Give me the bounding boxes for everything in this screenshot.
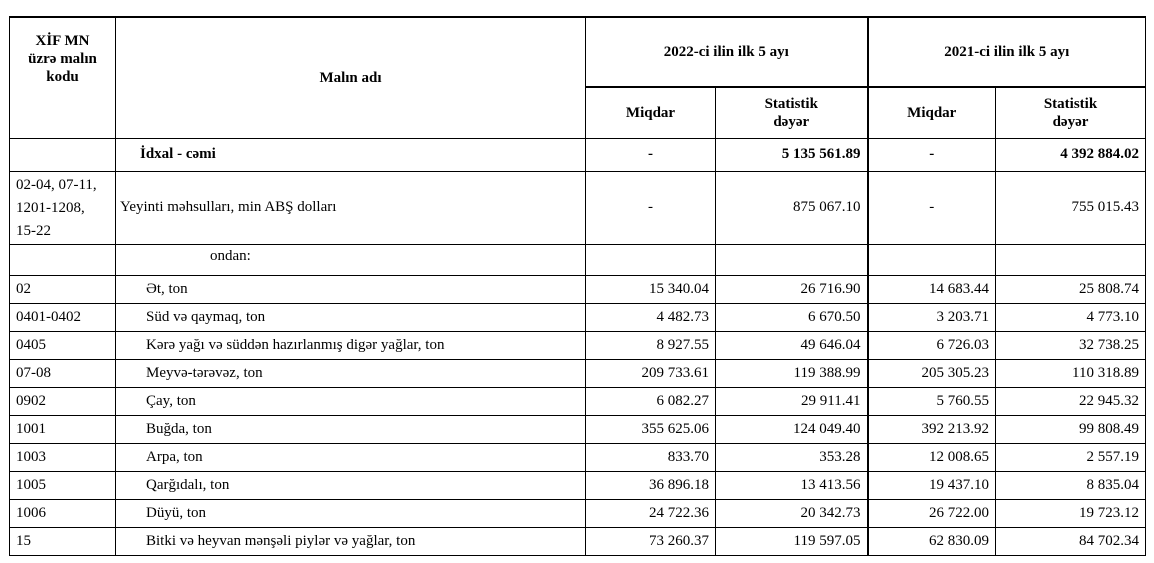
- row-code: 0405: [10, 331, 116, 359]
- row-quantity-2022: 15 340.04: [586, 275, 716, 303]
- row-quantity-2021: 3 203.71: [868, 303, 996, 331]
- row-product-name: Düyü, ton: [116, 499, 586, 527]
- row-quantity-2022: 73 260.37: [586, 527, 716, 555]
- row-code: 1005: [10, 471, 116, 499]
- food-name: Yeyinti məhsulları, min ABŞ dolları: [116, 171, 586, 244]
- header-product-name: Malın adı: [116, 17, 586, 138]
- total-name: İdxal - cəmi: [116, 138, 586, 171]
- row-code: 15: [10, 527, 116, 555]
- row-product-name: Buğda, ton: [116, 415, 586, 443]
- row-quantity-2022: 4 482.73: [586, 303, 716, 331]
- total-row: [10, 138, 1146, 171]
- food-value-2022: 875 067.10: [716, 171, 868, 244]
- ondan-value-2021: [996, 244, 1146, 275]
- food-code-line3: 15-22: [16, 222, 51, 239]
- total-value-2021: 4 392 884.02: [996, 138, 1146, 171]
- total-quantity-2021: -: [868, 138, 996, 171]
- row-product-name: Bitki və heyvan mənşəli piylər və yağlar, ton: [116, 527, 586, 555]
- food-quantity-2022: -: [586, 171, 716, 244]
- table-row: [10, 415, 1146, 443]
- header-period-2021: 2021-ci ilin ilk 5 ayı: [868, 17, 1146, 87]
- row-value-2021: 32 738.25: [996, 331, 1146, 359]
- header-quantity-2022: Miqdar: [586, 87, 716, 138]
- row-product-name: Süd və qaymaq, ton: [116, 303, 586, 331]
- ondan-label: ondan:: [116, 244, 586, 275]
- header-stat-value-2022-line2: dəyər: [773, 113, 810, 130]
- row-quantity-2022: 833.70: [586, 443, 716, 471]
- row-code: 0401-0402: [10, 303, 116, 331]
- row-value-2021: 8 835.04: [996, 471, 1146, 499]
- row-code: 1003: [10, 443, 116, 471]
- ondan-row: [10, 244, 1146, 275]
- food-code-line1: 02-04, 07-11,: [16, 176, 97, 193]
- ondan-code: [10, 244, 116, 275]
- row-value-2021: 99 808.49: [996, 415, 1146, 443]
- row-code: 1001: [10, 415, 116, 443]
- row-code: 07-08: [10, 359, 116, 387]
- row-value-2021: 2 557.19: [996, 443, 1146, 471]
- header-code-line3: kodu: [46, 69, 79, 85]
- ondan-quantity-2021: [868, 244, 996, 275]
- row-value-2021: 22 945.32: [996, 387, 1146, 415]
- table-row: [10, 359, 1146, 387]
- row-quantity-2021: 12 008.65: [868, 443, 996, 471]
- row-code: 0902: [10, 387, 116, 415]
- row-value-2022: 124 049.40: [716, 415, 868, 443]
- food-code: [10, 171, 116, 244]
- ondan-value-2022: [716, 244, 868, 275]
- table-row: [10, 275, 1146, 303]
- header-code: [10, 17, 116, 138]
- row-quantity-2021: 19 437.10: [868, 471, 996, 499]
- row-quantity-2021: 26 722.00: [868, 499, 996, 527]
- table-row: [10, 527, 1146, 555]
- row-product-name: Meyvə-tərəvəz, ton: [116, 359, 586, 387]
- row-code: 1006: [10, 499, 116, 527]
- header-stat-value-2021-line2: dəyər: [1052, 113, 1089, 130]
- header-stat-value-2022: [716, 87, 868, 138]
- row-product-name: Ət, ton: [116, 275, 586, 303]
- ondan-quantity-2022: [586, 244, 716, 275]
- header-stat-value-2021: [996, 87, 1146, 138]
- header-code-line1: XİF MN: [35, 33, 90, 49]
- row-value-2022: 29 911.41: [716, 387, 868, 415]
- row-value-2022: 26 716.90: [716, 275, 868, 303]
- table-row: [10, 387, 1146, 415]
- row-product-name: Çay, ton: [116, 387, 586, 415]
- food-products-row: [10, 171, 1146, 244]
- total-quantity-2022: -: [586, 138, 716, 171]
- row-value-2022: 6 670.50: [716, 303, 868, 331]
- row-product-name: Arpa, ton: [116, 443, 586, 471]
- row-quantity-2021: 392 213.92: [868, 415, 996, 443]
- table-row: [10, 331, 1146, 359]
- table-row: [10, 471, 1146, 499]
- row-code: 02: [10, 275, 116, 303]
- header-code-line2: üzrə malın: [28, 51, 97, 67]
- row-product-name: Kərə yağı və süddən hazırlanmış digər yağlar, ton: [116, 331, 586, 359]
- header-stat-value-2021-line1: Statistik: [1043, 95, 1098, 112]
- header-quantity-2021: Miqdar: [868, 87, 996, 138]
- row-quantity-2022: 209 733.61: [586, 359, 716, 387]
- food-value-2021: 755 015.43: [996, 171, 1146, 244]
- header-period-2022: 2022-ci ilin ilk 5 ayı: [586, 17, 868, 87]
- row-quantity-2021: 14 683.44: [868, 275, 996, 303]
- table-row: [10, 303, 1146, 331]
- food-code-line2: 1201-1208,: [16, 199, 85, 216]
- row-product-name: Qarğıdalı, ton: [116, 471, 586, 499]
- row-value-2022: 119 388.99: [716, 359, 868, 387]
- row-quantity-2021: 5 760.55: [868, 387, 996, 415]
- row-value-2021: 25 808.74: [996, 275, 1146, 303]
- row-quantity-2022: 8 927.55: [586, 331, 716, 359]
- table-row: [10, 499, 1146, 527]
- row-value-2021: 19 723.12: [996, 499, 1146, 527]
- row-value-2021: 84 702.34: [996, 527, 1146, 555]
- row-value-2022: 353.28: [716, 443, 868, 471]
- row-quantity-2022: 24 722.36: [586, 499, 716, 527]
- row-quantity-2021: 62 830.09: [868, 527, 996, 555]
- import-statistics-table: [9, 16, 1146, 556]
- row-quantity-2022: 36 896.18: [586, 471, 716, 499]
- food-quantity-2021: -: [868, 171, 996, 244]
- row-value-2021: 110 318.89: [996, 359, 1146, 387]
- row-quantity-2022: 355 625.06: [586, 415, 716, 443]
- row-quantity-2021: 6 726.03: [868, 331, 996, 359]
- row-quantity-2021: 205 305.23: [868, 359, 996, 387]
- row-value-2022: 20 342.73: [716, 499, 868, 527]
- row-value-2021: 4 773.10: [996, 303, 1146, 331]
- total-code: [10, 138, 116, 171]
- table-header: [10, 17, 1146, 138]
- total-value-2022: 5 135 561.89: [716, 138, 868, 171]
- row-value-2022: 119 597.05: [716, 527, 868, 555]
- table-row: [10, 443, 1146, 471]
- row-value-2022: 13 413.56: [716, 471, 868, 499]
- row-quantity-2022: 6 082.27: [586, 387, 716, 415]
- header-stat-value-2022-line1: Statistik: [764, 95, 818, 112]
- row-value-2022: 49 646.04: [716, 331, 868, 359]
